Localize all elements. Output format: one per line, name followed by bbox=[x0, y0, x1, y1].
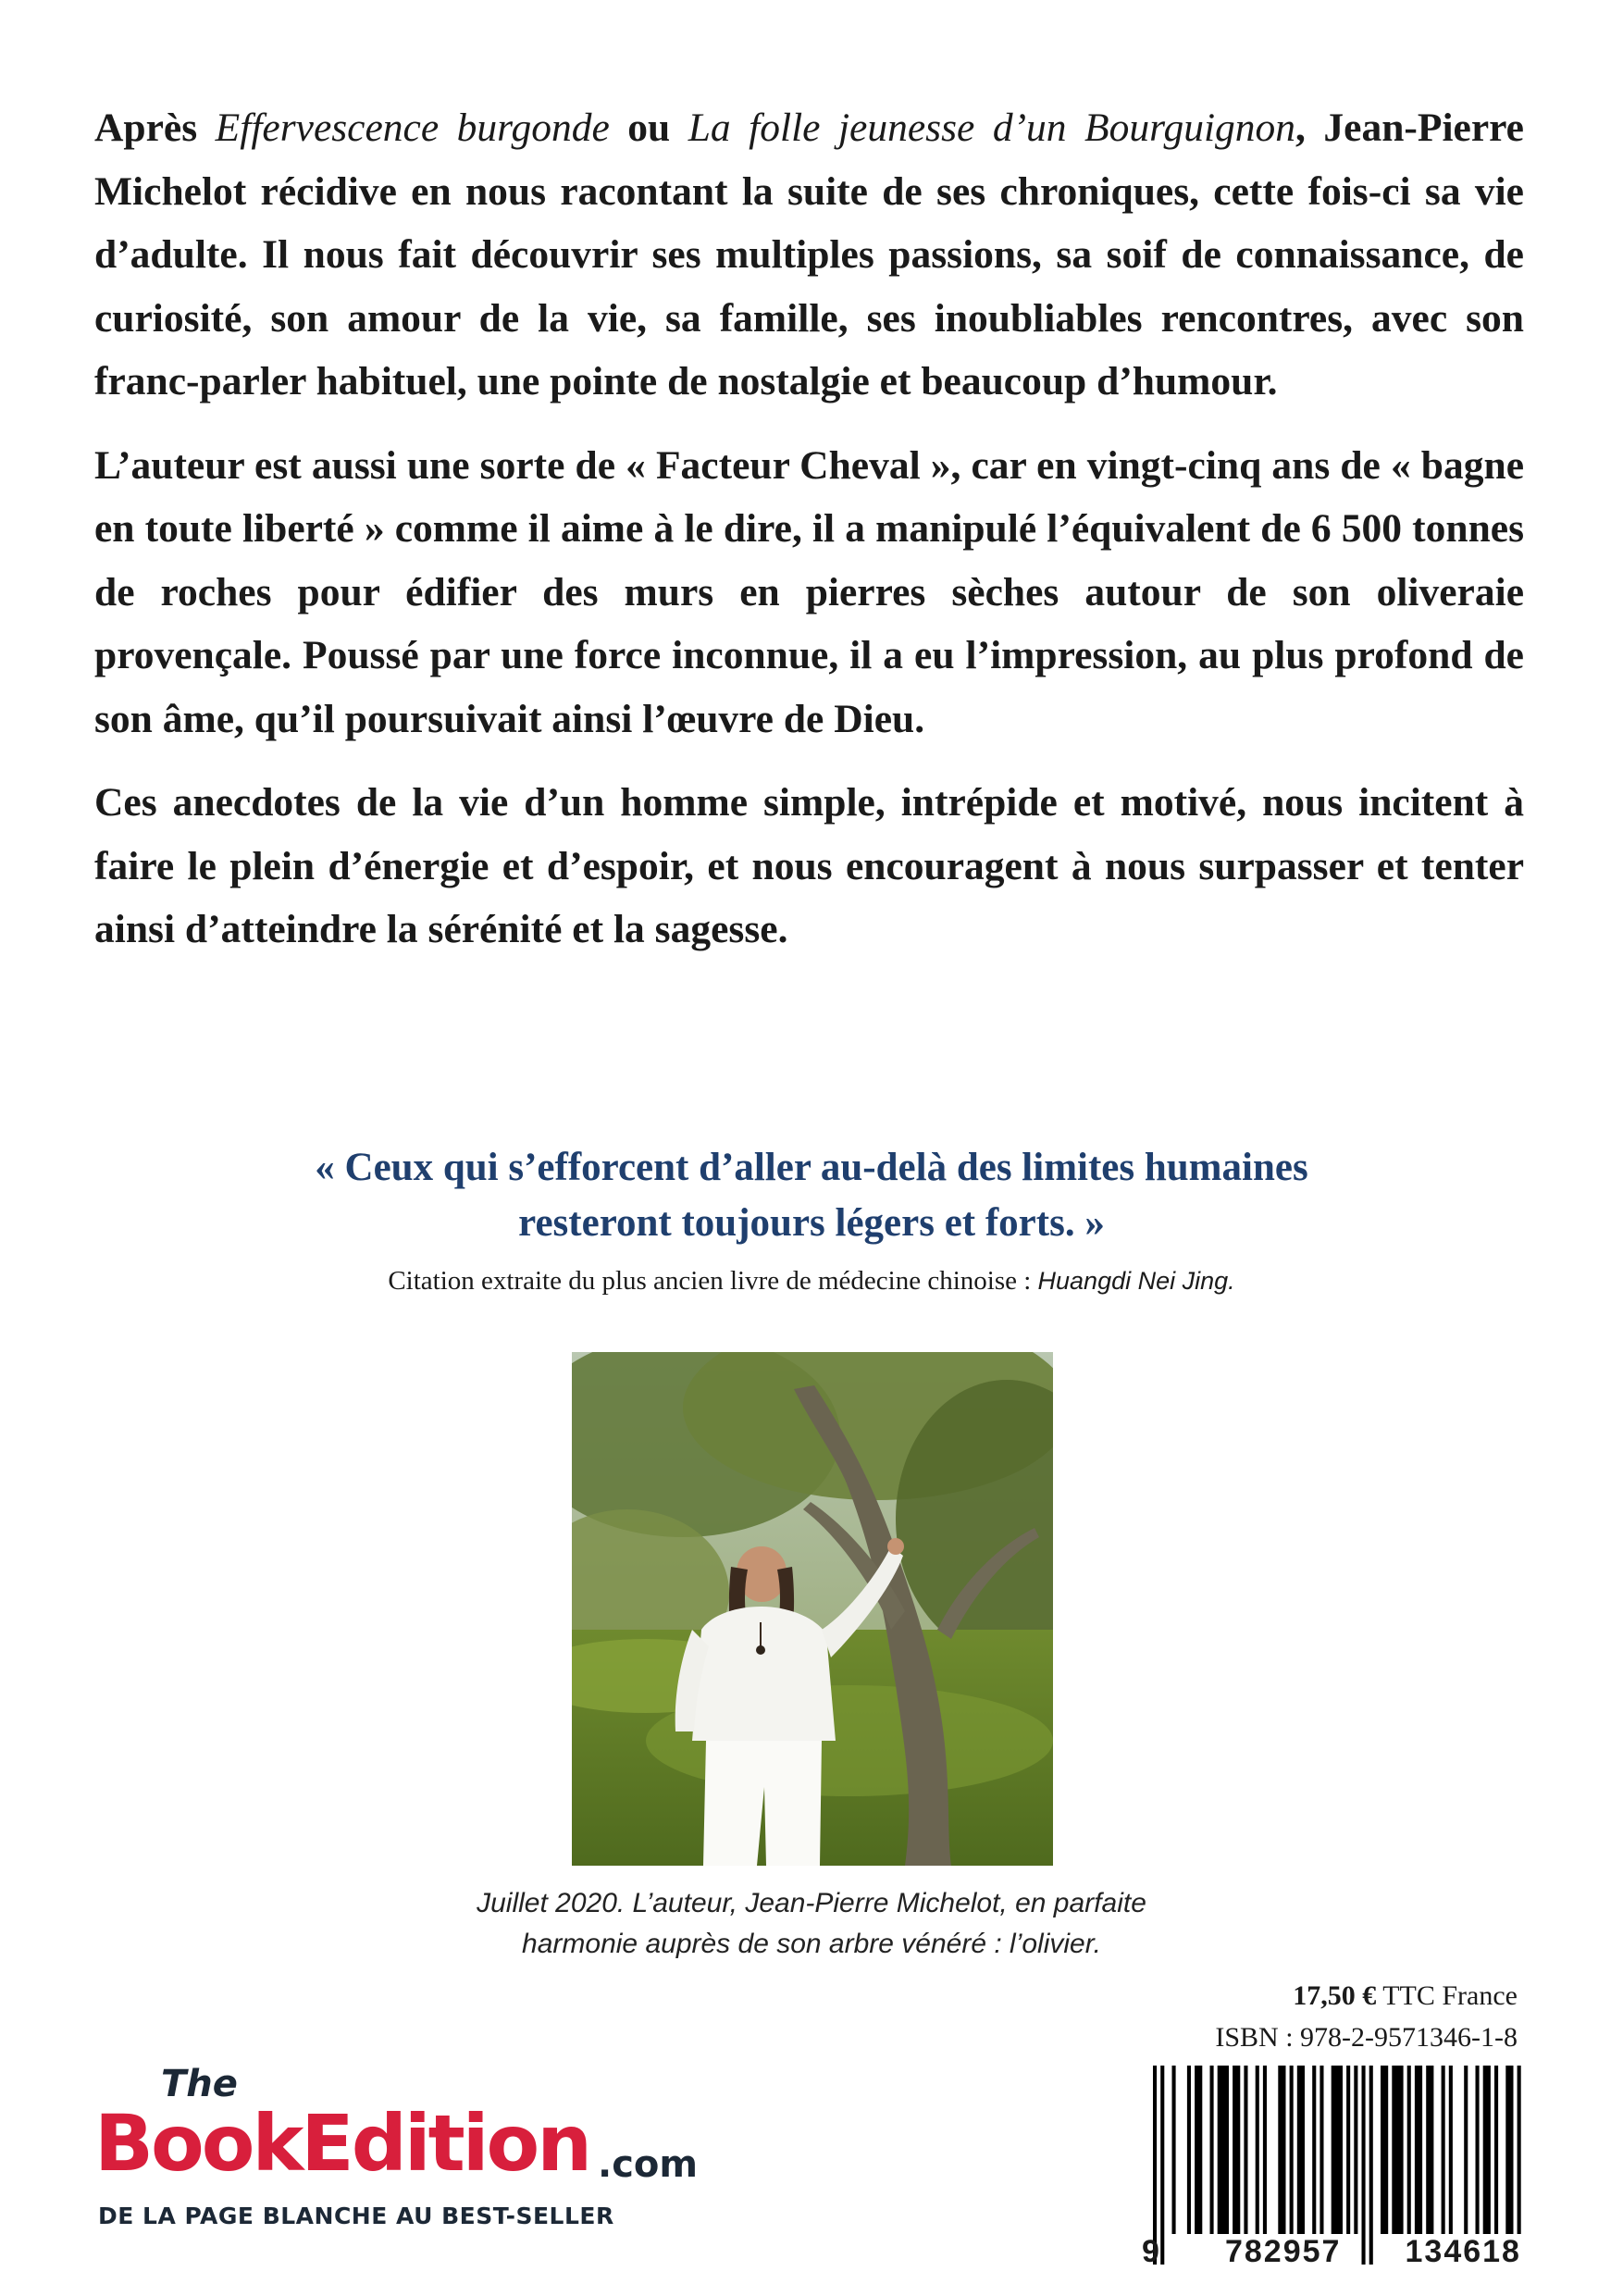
barcode-bar bbox=[1256, 2066, 1259, 2234]
barcode-bar bbox=[1415, 2066, 1422, 2234]
barcode-bar bbox=[1505, 2066, 1513, 2234]
barcode-bar bbox=[1187, 2066, 1191, 2234]
paragraph-2: L’auteur est aussi une sorte de « Facteur Cheval », car en vingt-cinq ans de « bagne en toute liberté » comme il aime à le dire, il a manipulé l’équivalent de 6 500 tonnes de roches pour édifier des murs en pierres sèches autour de son oliveraie provençale. Poussé par une force inconnue, il a eu l’impression, au plus profond de son âme, qu’il poursuivait ainsi l’œuvre de Dieu. bbox=[94, 442, 1524, 741]
logo-tagline: DE LA PAGE BLANCHE AU BEST-SELLER bbox=[98, 2203, 614, 2229]
caption-line-1: Juillet 2020. L’auteur, Jean-Pierre Michelot, en parfaite bbox=[477, 1888, 1146, 1918]
barcode-bar bbox=[1426, 2066, 1433, 2234]
logo-the: The bbox=[161, 2063, 238, 2105]
barcode-bar bbox=[1494, 2066, 1498, 2234]
caption-line-2: harmonie auprès de son arbre vénéré : l’olivier. bbox=[522, 1929, 1101, 1959]
barcode-bar bbox=[1195, 2066, 1202, 2234]
photo-caption bbox=[0, 1883, 1623, 1965]
barcode-bar bbox=[1233, 2066, 1240, 2234]
barcode-bar bbox=[1407, 2066, 1411, 2234]
barcode-bar bbox=[1464, 2066, 1468, 2234]
quote-source: Citation extraite du plus ancien livre de médecine chinoise : Huangdi Nei Jing. bbox=[388, 1266, 1235, 1296]
barcode-bar bbox=[1290, 2066, 1294, 2234]
logo-brand: BookEdition bbox=[94, 2098, 590, 2189]
barcode-bar bbox=[1312, 2066, 1316, 2234]
barcode-bar bbox=[1319, 2066, 1323, 2234]
barcode-bar bbox=[1483, 2066, 1491, 2234]
barcode-bar bbox=[1381, 2066, 1388, 2234]
publisher-logo bbox=[94, 2063, 733, 2260]
price-suffix: TTC France bbox=[1376, 1980, 1518, 2011]
barcode-bar bbox=[1442, 2066, 1445, 2234]
barcode-bar bbox=[1346, 2066, 1350, 2234]
barcode-bar bbox=[1518, 2066, 1521, 2234]
barcode-bar bbox=[1354, 2066, 1357, 2234]
author-photo-image bbox=[572, 1352, 1053, 1866]
quote bbox=[0, 1140, 1623, 1251]
barcode-digit-prefix: 9 bbox=[1142, 2234, 1161, 2269]
barcode-digits bbox=[1142, 2234, 1521, 2270]
quote-book-title: Huangdi Nei Jing. bbox=[1037, 1267, 1235, 1295]
barcode-digit-group-1: 782957 bbox=[1224, 2234, 1342, 2269]
price bbox=[1138, 1980, 1518, 2012]
barcode-bar bbox=[1172, 2066, 1176, 2234]
logo-dotcom: .com bbox=[598, 2143, 699, 2186]
barcode-bar bbox=[1449, 2066, 1453, 2234]
isbn: ISBN : 978-2-9571346-1-8 bbox=[1215, 2022, 1518, 2053]
paragraph-3: Ces anecdotes de la vie d’un homme simple, intrépide et motivé, nous incitent à faire le plein d’énergie et d’espoir, et nous encouragent à nous surpasser et tenter ainsi d’atteindre la sérénité et la sagesse. bbox=[94, 780, 1524, 951]
back-cover-text bbox=[94, 96, 1524, 982]
barcode-bar bbox=[1244, 2066, 1247, 2234]
barcode-bar bbox=[1263, 2066, 1267, 2234]
barcode-digit-group-2: 134618 bbox=[1405, 2234, 1521, 2269]
author-photo bbox=[572, 1352, 1053, 1866]
price-amount: 17,50 € bbox=[1293, 1980, 1377, 2011]
barcode-bar bbox=[1210, 2066, 1214, 2234]
barcode-bar bbox=[1218, 2066, 1229, 2234]
barcode-bar bbox=[1297, 2066, 1305, 2234]
quote-line-1: « Ceux qui s’efforcent d’aller au-delà des limites humaines bbox=[315, 1146, 1308, 1189]
barcode-bar bbox=[1392, 2066, 1403, 2234]
barcode-bar bbox=[1278, 2066, 1285, 2234]
barcode-bar bbox=[1332, 2066, 1343, 2234]
paragraph-1: Après Effervescence burgonde ou La folle jeunesse d’un Bourguignon, Jean-Pierre Michelot récidive en nous racontant la suite de ses chroniques, cette fois-ci sa vie d’adulte. Il nous fait découvrir ses multiples passions, sa soif de connaissance, de curiosité, son amour de la vie, sa famille, ses inoubliables rencontres, avec son franc-parler habituel, une pointe de nostalgie et beaucoup d’humour. bbox=[94, 105, 1524, 403]
barcode-bar bbox=[1476, 2066, 1480, 2234]
quote-line-2: resteront toujours légers et forts. » bbox=[518, 1201, 1105, 1245]
